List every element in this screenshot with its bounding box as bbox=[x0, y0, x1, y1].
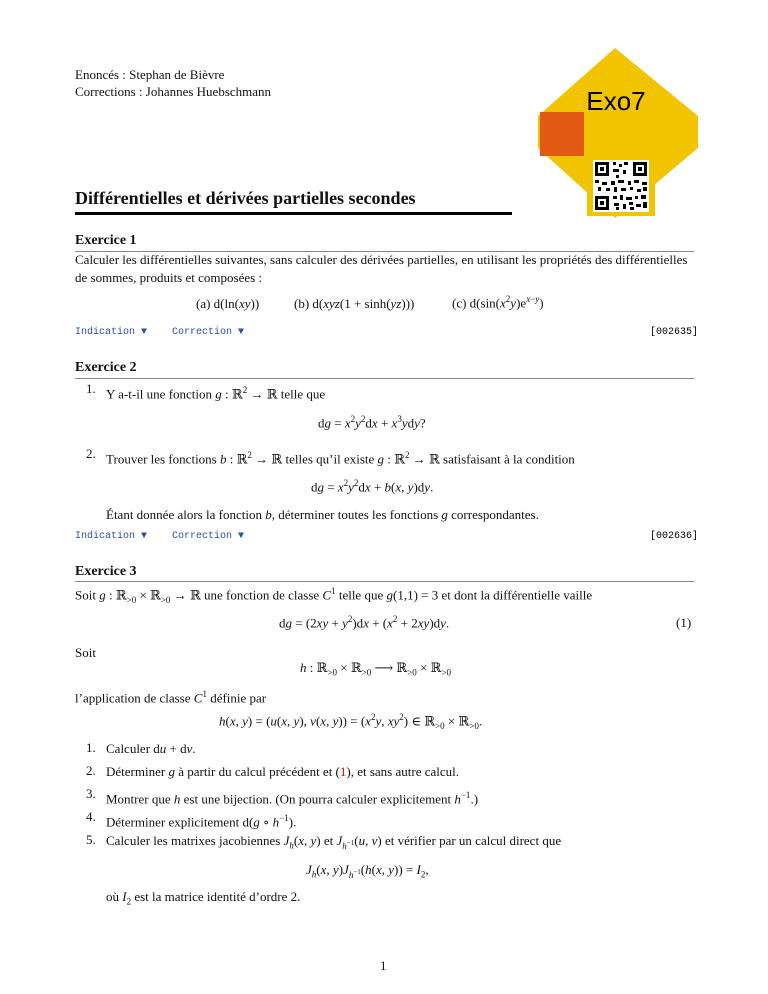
exercise-2-title: Exercice 2 bbox=[75, 360, 137, 375]
exercise-1-title: Exercice 1 bbox=[75, 233, 137, 248]
exercise-code: [002636] bbox=[650, 531, 699, 542]
exercise-2-q1: Y a-t-il une fonction g : ℝ$^2$ → ℝ telle que bbox=[106, 385, 326, 402]
exercise-2-q2: Trouver les fonctions b : ℝ$^2$ → ℝ telles qu’il existe g : ℝ$^2$ → ℝ satisfaisant à la condition bbox=[106, 450, 575, 467]
soit-label: Soit bbox=[75, 645, 96, 660]
exercise-3-eq3: h(x, y) = (u(x, y), v(x, $y)) = (x^2y$, $xy^2$) ∈ ℝ$_{>0}$ × ℝ$_{>0}$. bbox=[219, 712, 483, 731]
exercise-1-text: Calculer les différentielles suivantes, sans calculer des dérivées partielles, en utilisant les propriétés des différentielles de sommes, produits et composées : bbox=[75, 252, 688, 285]
list-number: 5. bbox=[86, 832, 96, 847]
exercise-3-defin: l’application de classe $C^1$ définie par bbox=[75, 689, 267, 706]
exercise-3-item-4: Déterminer explicitement d(g ∘ $h^{-1}$). bbox=[106, 813, 297, 830]
title-underline bbox=[75, 212, 512, 215]
correction-link[interactable]: Correction ▼ bbox=[172, 327, 245, 338]
list-number: 1. bbox=[86, 740, 96, 755]
exercise-3-item-3: Montrer que h est une bijection. (On pourra calculer explicitement $h^{-1}$.) bbox=[106, 790, 479, 807]
exercise-3-item-5: Calculer les matrixes jacobiennes $J_h(x$, y) et $J_{h^{-1}}(u$, v) et vérifier par un calcul direct que bbox=[106, 833, 562, 851]
list-number: 1. bbox=[86, 381, 96, 396]
exercise-2-eq2: dg = $x^2y^2dx + b(x$, y)dy. bbox=[311, 478, 434, 495]
exercise-code: [002635] bbox=[650, 327, 699, 338]
list-number: 4. bbox=[86, 809, 96, 824]
author-line: Enoncés : Stephan de Bièvre bbox=[75, 67, 225, 82]
exercise-3-intro: Soit g : ℝ$_{>0}$ × ℝ$_{>0}$ → ℝ une fonction de classe $C^1$ telle que g(1,1) = 3 et dont la différentielle vaille bbox=[75, 586, 593, 605]
list-number: 2. bbox=[86, 446, 96, 461]
exercise-2-eq1: dg = $x^2y^2dx + x^3ydy$? bbox=[318, 414, 426, 431]
equation-number: (1) bbox=[676, 615, 692, 630]
exercise-2-q2b: Étant donnée alors la fonction b, déterminer toutes les fonctions g correspondantes. bbox=[106, 507, 539, 522]
exo7-logo bbox=[538, 48, 698, 228]
exercise-3-eq4: $J_h(x$, $y)J_{h^{-1}}(h(x$, $y)) = I_2$, bbox=[306, 862, 429, 880]
page-number: 1 bbox=[380, 958, 387, 973]
divider bbox=[75, 378, 694, 379]
exercise-3-eq2: h : ℝ$_{>0}$ × ℝ$_{>0}$ ⟶ ℝ$_{>0}$ × ℝ$_{>0}$ bbox=[300, 660, 451, 678]
indication-link[interactable]: Indication ▼ bbox=[75, 327, 148, 338]
qr-code-icon bbox=[593, 160, 649, 212]
logo-text: Exo7 bbox=[586, 86, 646, 116]
exercise-3-tail: où $I_2$ est la matrice identité d’ordre 2. bbox=[106, 889, 301, 907]
exercise-3-title: Exercice 3 bbox=[75, 564, 137, 579]
correction-link[interactable]: Correction ▼ bbox=[172, 531, 245, 542]
indication-link[interactable]: Indication ▼ bbox=[75, 531, 148, 542]
exercise-1-item-c: (c) $d(\sin(x^2y)e^{x-y})$ bbox=[452, 294, 544, 311]
corrector-line: Corrections : Johannes Huebschmann bbox=[75, 84, 272, 99]
list-number: 3. bbox=[86, 786, 96, 801]
page-title: Différentielles et dérivées partielles secondes bbox=[75, 188, 416, 208]
exercise-1-item-b: (b) d(xyz(1 + sinh(yz))) bbox=[294, 296, 415, 311]
exercise-1-item-a: (a) d(ln(xy)) bbox=[196, 296, 260, 311]
exercise-3-eq1: dg = $(2xy + y^2)dx + (x^2 + 2xy)dy$. bbox=[279, 614, 450, 631]
exercise-3-item-1: Calculer du + dv. bbox=[106, 741, 196, 756]
list-number: 2. bbox=[86, 763, 96, 778]
exercise-3-item-2: Déterminer g à partir du calcul précédent et (1), et sans autre calcul. bbox=[106, 764, 460, 779]
